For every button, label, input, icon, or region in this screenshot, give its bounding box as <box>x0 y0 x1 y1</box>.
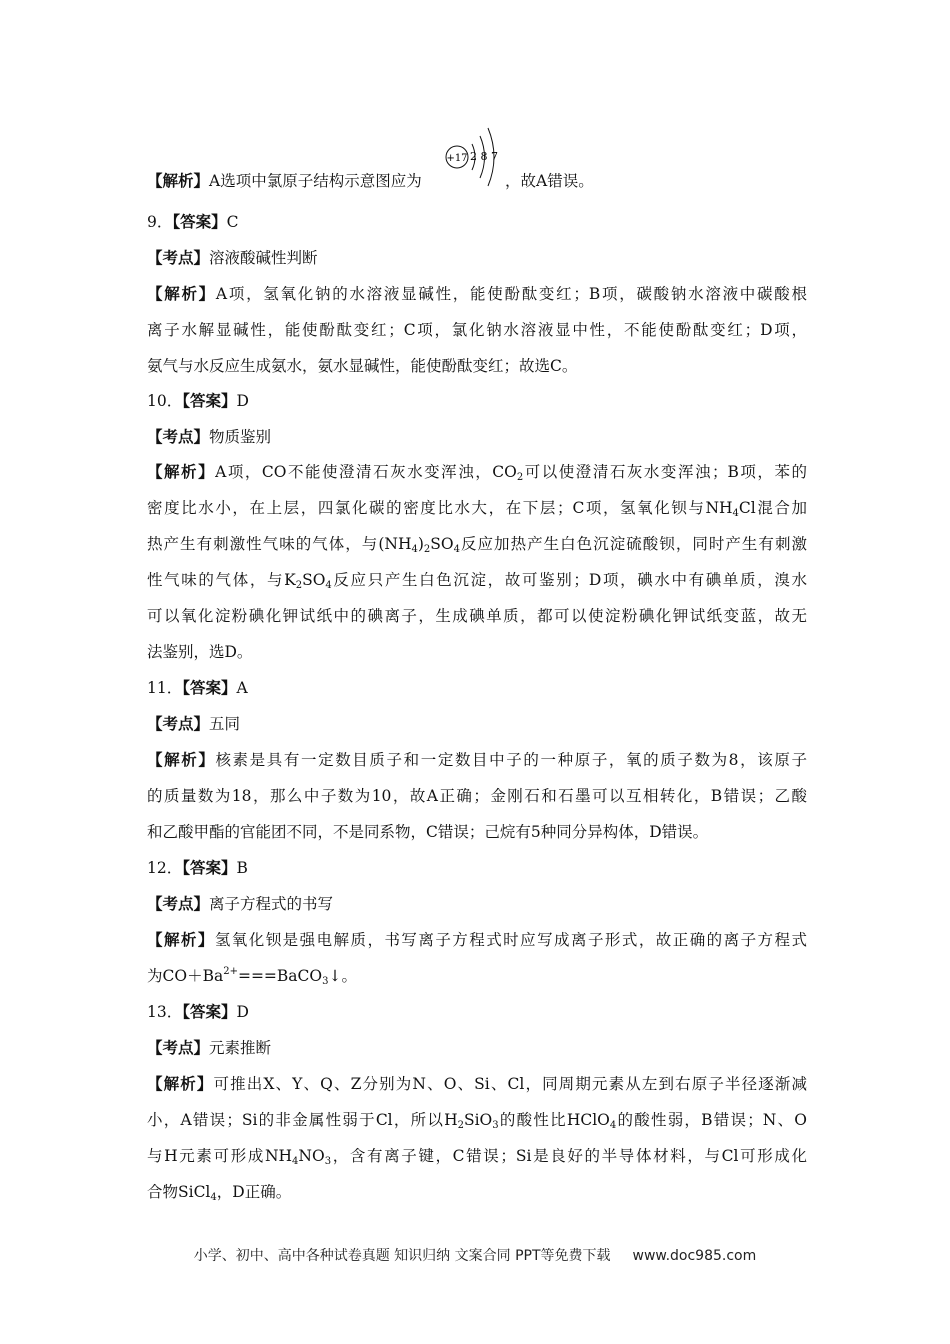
answer-tag: 【答案】 <box>172 213 227 231</box>
subscript: 4 <box>325 580 332 591</box>
q9-topic-line <box>147 248 318 268</box>
analysis-tag: 【解析】 <box>147 463 216 481</box>
analysis-text: ↓。 <box>328 967 357 985</box>
analysis-text: 合物SiCl <box>147 1183 211 1201</box>
analysis-text: Cl混合加 <box>738 499 807 517</box>
analysis-tag: 【解析】 <box>147 931 215 949</box>
question-number: 12． <box>147 859 183 877</box>
q13-analysis-line-1 <box>147 1074 807 1094</box>
q10-analysis-line-2 <box>147 498 807 518</box>
q8-analysis-line <box>147 171 422 191</box>
q9-analysis-line-2: 离子水解显碱性，能使酚酞变红；C项，氯化钠水溶液显中性，不能使酚酞变红；D项， <box>147 321 807 339</box>
q13-answer-line <box>147 1002 249 1022</box>
q11-analysis-line-3: 和乙酸甲酯的官能团不同，不是同系物，C错误；己烷有5种同分异构体，D错误。 <box>147 823 709 841</box>
analysis-text: 的酸性比HClO <box>498 1111 610 1129</box>
subscript: 3 <box>322 976 329 987</box>
subscript: 3 <box>492 1120 499 1131</box>
analysis-text: A项，CO不能使澄清石灰水变浑浊，CO <box>215 463 517 481</box>
q11-analysis-line-1 <box>147 750 807 770</box>
analysis-text: ，D正确。 <box>216 1183 292 1201</box>
q10-answer-line <box>147 391 249 411</box>
subscript: 2 <box>457 1120 464 1131</box>
q10-analysis-line-6: 法鉴别，选D。 <box>147 643 253 661</box>
analysis-text: 可以使澄清石灰水变浑浊；B项，苯的 <box>523 463 807 481</box>
subscript: 2 <box>423 544 431 555</box>
q11-analysis-line-2: 的质量数为18，那么中子数为10，故A正确；金刚石和石墨可以互相转化，B错误；乙酸 <box>147 787 807 805</box>
q11-answer-line <box>147 678 248 698</box>
question-number: 13． <box>147 1003 183 1021</box>
analysis-text: ) <box>417 535 424 553</box>
answer-value: A <box>236 679 248 697</box>
answer-value: B <box>236 859 248 877</box>
analysis-text: SO <box>302 571 326 589</box>
analysis-text: 氢氧化钡是强电解质，书写离子方程式时应写成离子形式，故正确的离子方程式 <box>214 931 807 949</box>
q13-analysis-line-3 <box>147 1146 807 1166</box>
answer-value: C <box>226 213 239 231</box>
topic-value: 物质鉴别 <box>209 428 272 446</box>
analysis-tag: 【解析】 <box>147 751 216 769</box>
analysis-text: NO <box>298 1147 325 1165</box>
q12-answer-line <box>147 858 248 878</box>
analysis-text: A项，氢氧化钠的水溶液显碱性，能使酚酞变红；B项，碳酸钠水溶液中碳酸根 <box>215 285 807 303</box>
q8-analysis-tail <box>505 171 594 191</box>
electron-counts-label: 2 8 7 <box>470 150 498 163</box>
q10-analysis-line-5: 可以氧化淀粉碘化钾试纸中的碘离子，生成碘单质，都可以使淀粉碘化钾试纸变蓝，故无 <box>147 607 807 625</box>
q12-topic-line <box>147 894 333 914</box>
question-number: 11． <box>147 679 183 697</box>
subscript: 4 <box>210 1192 217 1203</box>
topic-tag: 【考点】 <box>147 249 210 267</box>
analysis-text: SO <box>430 535 454 553</box>
q11-topic-line <box>147 714 240 734</box>
answer-tag: 【答案】 <box>182 1003 237 1021</box>
q12-analysis-line-1 <box>147 930 807 950</box>
analysis-text: ===BaCO <box>237 967 323 985</box>
topic-value: 五同 <box>209 715 241 733</box>
answer-tag: 【答案】 <box>182 859 237 877</box>
topic-tag: 【考点】 <box>147 895 210 913</box>
subscript: 2 <box>516 472 524 483</box>
footer-site-link[interactable]: www.doc985.com <box>632 1248 757 1264</box>
q10-topic-line <box>147 427 271 447</box>
q10-analysis-line-1 <box>147 462 807 482</box>
answer-value: D <box>236 1003 249 1021</box>
question-number: 10． <box>147 392 183 410</box>
analysis-tag: 【解析】 <box>147 172 210 190</box>
analysis-text: 与H元素可形成NH <box>147 1147 293 1165</box>
topic-value: 溶液酸碱性判断 <box>209 249 318 267</box>
nucleus-charge-label: +17 <box>446 153 468 164</box>
analysis-text: 热产生有刺激性气味的气体，与(NH <box>147 535 412 553</box>
answer-tag: 【答案】 <box>182 679 237 697</box>
analysis-text: 可推出X、Y、Q、Z分别为N、O、Si、Cl，同周期元素从左到右原子半径逐渐减 <box>213 1075 807 1093</box>
page-footer <box>0 1245 950 1265</box>
topic-tag: 【考点】 <box>147 715 210 733</box>
subscript: 4 <box>609 1120 617 1131</box>
q12-analysis-line-2 <box>147 966 357 986</box>
question-number: 9． <box>147 213 173 231</box>
q9-analysis-line-3: 氨气与水反应生成氨水，氨水显碱性，能使酚酞变红；故选C。 <box>147 357 578 375</box>
subscript: 2 <box>295 580 303 591</box>
subscript: 4 <box>411 544 418 555</box>
superscript: 2+ <box>223 966 238 977</box>
analysis-text: SiO <box>463 1111 493 1129</box>
subscript: 4 <box>453 544 460 555</box>
chlorine-atom-structure-diagram <box>442 120 504 190</box>
answer-tag: 【答案】 <box>182 392 237 410</box>
q10-analysis-line-4 <box>147 570 807 590</box>
q9-analysis-line-1 <box>147 284 807 304</box>
analysis-text: 性气味的气体，与K <box>147 571 296 589</box>
topic-tag: 【考点】 <box>147 428 210 446</box>
q10-analysis-line-3 <box>147 534 807 554</box>
q8-analysis-text-b: ，故A错误。 <box>505 172 594 190</box>
subscript: 3 <box>324 1156 332 1167</box>
analysis-text: ，含有离子键，C错误；Si是良好的半导体材料，与Cl可形成化 <box>331 1147 807 1165</box>
q8-analysis-text-a: A选项中氯原子结构示意图应为 <box>209 172 422 190</box>
analysis-text: 小，A错误；Si的非金属性弱于Cl，所以H <box>147 1111 458 1129</box>
q13-analysis-line-4 <box>147 1182 291 1202</box>
analysis-text: 的酸性弱，B错误；N、O <box>616 1111 807 1129</box>
topic-value: 元素推断 <box>209 1039 272 1057</box>
analysis-text: 核素是具有一定数目质子和一定数目中子的一种原子，氧的质子数为8，该原子 <box>215 751 807 769</box>
analysis-tag: 【解析】 <box>147 285 216 303</box>
footer-text: 小学、初中、高中各种试卷真题 知识归纳 文案合同 PPT等免费下载 <box>193 1248 611 1264</box>
topic-value: 离子方程式的书写 <box>209 895 334 913</box>
analysis-text: 反应加热产生白色沉淀硫酸钡，同时产生有刺激 <box>459 535 807 553</box>
answer-value: D <box>236 392 249 410</box>
q9-answer-line <box>147 212 239 232</box>
subscript: 4 <box>292 1156 299 1167</box>
analysis-text: 为CO＋Ba <box>147 967 224 985</box>
subscript: 4 <box>732 508 739 519</box>
analysis-tag: 【解析】 <box>147 1075 214 1093</box>
analysis-text: 密度比水小，在上层，四氯化碳的密度比水大，在下层；C项，氢氧化钡与NH <box>147 499 733 517</box>
topic-tag: 【考点】 <box>147 1039 210 1057</box>
analysis-text: 反应只产生白色沉淀，故可鉴别；D项，碘水中有碘单质，溴水 <box>331 571 807 589</box>
q13-analysis-line-2 <box>147 1110 807 1130</box>
q13-topic-line <box>147 1038 271 1058</box>
